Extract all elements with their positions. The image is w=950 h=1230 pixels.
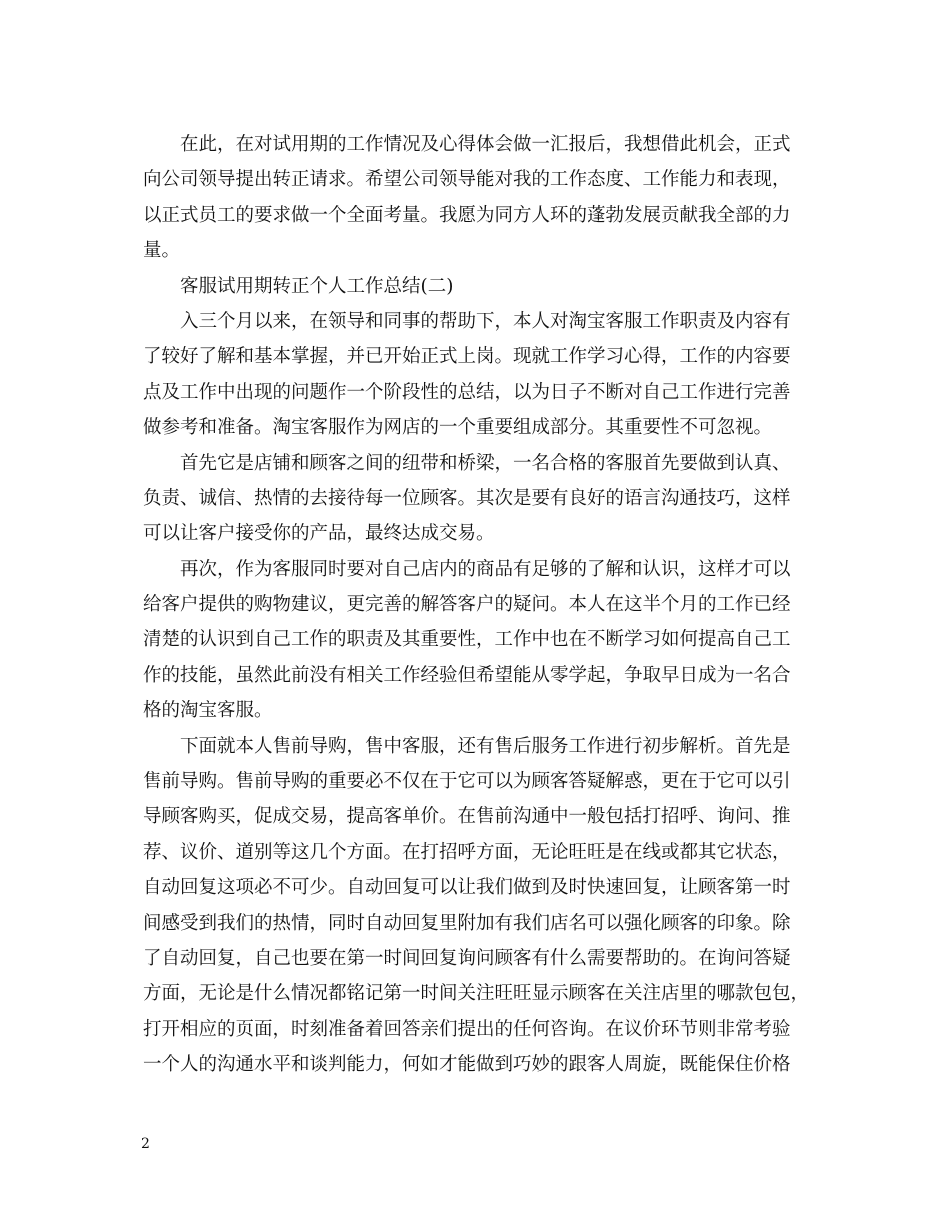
text-line: 可以让客户接受你的产品，最终达成交易。 — [143, 523, 495, 545]
page-number: 2 — [141, 1136, 150, 1152]
text-line: 做参考和准备。淘宝客服作为网店的一个重要组成部分。其重要性不可忽视。 — [143, 417, 773, 439]
text-line: 打开相应的页面，时刻准备着回答亲们提出的任何咨询。在议价环节则非常考验 — [143, 1018, 791, 1040]
text-line: 清楚的认识到自己工作的职责及其重要性，工作中也在不断学习如何提高自己工 — [143, 629, 791, 651]
text-line: 间感受到我们的热情，同时自动回复里附加有我们店名可以强化顾客的印象。除 — [143, 912, 791, 934]
text-line: 负责、诚信、热情的去接待每一位顾客。其次是要有良好的语言沟通技巧，这样 — [143, 487, 791, 509]
text-line: 点及工作中出现的问题作一个阶段性的总结，以为日子不断对自己工作进行完善 — [143, 381, 791, 403]
text-line: 售前导购。售前导购的重要必不仅在于它可以为顾客答疑解惑，更在于它可以引 — [143, 771, 791, 793]
document-body — [143, 127, 810, 1083]
text-line: 自动回复这项必不可少。自动回复可以让我们做到及时快速回复，让顾客第一时 — [143, 877, 791, 899]
text-line: 一个人的沟通水平和谈判能力，何如才能做到巧妙的跟客人周旋，既能保住价格 — [143, 1054, 791, 1076]
text-line: 首先它是店铺和顾客之间的纽带和桥梁，一名合格的客服首先要做到认真、 — [180, 452, 791, 474]
text-line: 格的淘宝客服。 — [143, 700, 273, 722]
section-heading: 客服试用期转正个人工作总结(二) — [180, 275, 454, 297]
text-line: 导顾客购买，促成交易，提高客单价。在售前沟通中一般包括打招呼、询问、推 — [143, 806, 791, 828]
text-line: 下面就本人售前导购，售中客服，还有售后服务工作进行初步解析。首先是 — [180, 735, 791, 757]
text-line: 给客户提供的购物建议，更完善的解答客户的疑问。本人在这半个月的工作已经 — [143, 594, 791, 616]
text-line: 了自动回复，自己也要在第一时间回复询问顾客有什么需要帮助的。在询问答疑 — [143, 947, 791, 969]
text-line: 了较好了解和基本掌握，并已开始正式上岗。现就工作学习心得，工作的内容要 — [143, 346, 791, 368]
text-line: 向公司领导提出转正请求。希望公司领导能对我的工作态度、工作能力和表现， — [143, 169, 791, 191]
text-line: 荐、议价、道别等这几个方面。在打招呼方面，无论旺旺是在线或都其它状态， — [143, 841, 791, 863]
text-line: 以正式员工的要求做一个全面考量。我愿为同方人环的蓬勃发展贡献我全部的力 — [143, 204, 791, 226]
text-line: 再次，作为客服同时要对自己店内的商品有足够的了解和认识，这样才可以 — [180, 558, 791, 580]
text-line: 量。 — [143, 240, 181, 262]
text-line: 作的技能，虽然此前没有相关工作经验但希望能从零学起，争取早日成为一名合 — [143, 664, 791, 686]
text-line: 方面，无论是什么情况都铭记第一时间关注旺旺显示顾客在关注店里的哪款包包， — [143, 983, 810, 1005]
text-line: 入三个月以来，在领导和同事的帮助下，本人对淘宝客服工作职责及内容有 — [180, 310, 791, 332]
text-line: 在此，在对试用期的工作情况及心得体会做一汇报后，我想借此机会，正式 — [180, 134, 791, 155]
